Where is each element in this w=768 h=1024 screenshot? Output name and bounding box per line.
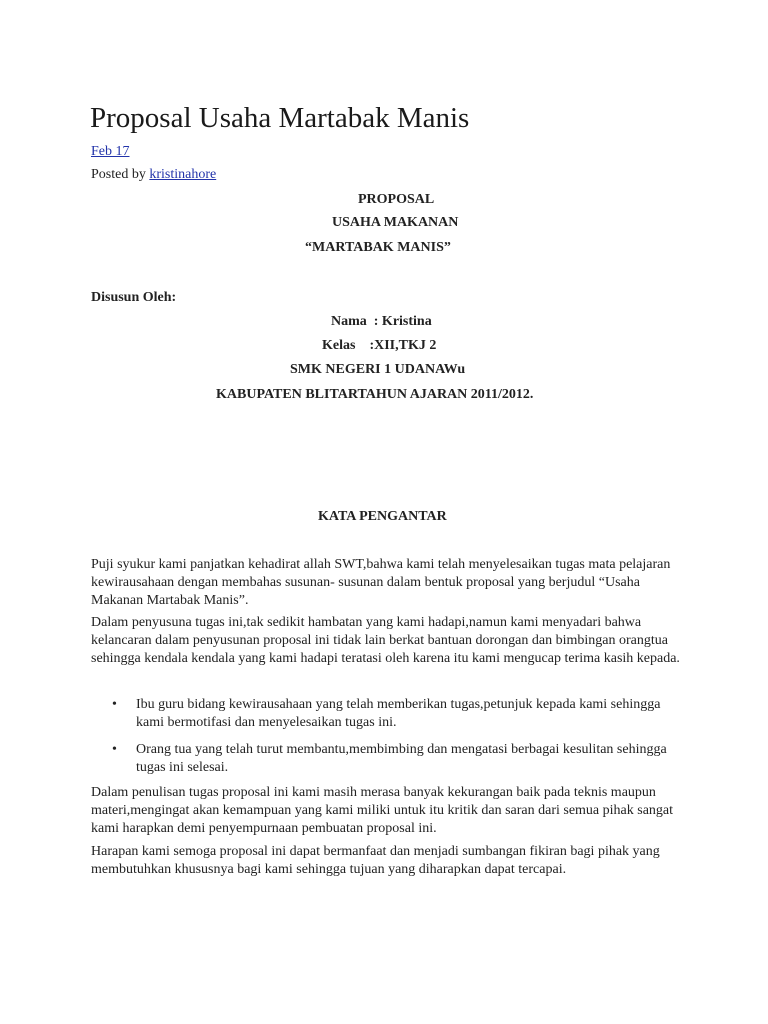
paragraph-1: Puji syukur kami panjatkan kehadirat allah SWT,bahwa kami telah menyelesaikan tugas mata pelajaran kewirausahaan dengan membahas susunan- susunan dalam bentuk proposal yang berjudul “Usaha Makanan Martabak Manis”. — [91, 557, 671, 608]
cover-usaha-makanan: USAHA MAKANAN — [332, 215, 459, 230]
list-item — [112, 696, 672, 732]
kata-pengantar-heading: KATA PENGANTAR — [318, 509, 447, 524]
bullet-text: Orang tua yang telah turut membantu,membimbing dan mengatasi berbagai kesulitan sehingga tugas ini selesai. — [136, 742, 667, 775]
post-title: Proposal Usaha Martabak Manis — [90, 102, 470, 134]
paragraph-3: Dalam penulisan tugas proposal ini kami masih merasa banyak kekurangan baik pada teknis maupun materi,mengingat akan kemampuan yang kami miliki untuk itu kritik dan saran dari semua pihak sangat kami harapkan demi penyempurnaan pembuatan proposal ini. — [91, 785, 674, 836]
paragraph-2: Dalam penyusuna tugas ini,tak sedikit hambatan yang kami hadapi,namun kami menyadari bahwa kelancaran dalam penyusunan proposal ini tidak lain berkat bantuan dorongan dan bimbingan orangtua sehingga kendala kendala yang kami hadapi teratasi oleh karena itu kami mengucap terima kasih kepada. — [91, 615, 680, 666]
author-link[interactable]: kristinahore — [149, 167, 217, 182]
paragraph-4: Harapan kami semoga proposal ini dapat bermanfaat dan menjadi sumbangan fikiran bagi pihak yang membutuhkan khususnya bagi kami sehingga tujuan yang diharapkan dapat tercapai. — [91, 844, 660, 877]
cover-martabak-manis: “MARTABAK MANIS” — [305, 240, 451, 255]
list-item — [112, 741, 672, 777]
author-name: Nama : Kristina — [331, 314, 432, 329]
bullet-dot-icon: • — [112, 697, 117, 712]
bullet-text: Ibu guru bidang kewirausahaan yang telah memberikan tugas,petunjuk kepada kami sehingga kami bermotifasi dan menyelesaikan tugas ini. — [136, 697, 661, 730]
posted-by-label: Posted by — [91, 167, 146, 182]
school-name: SMK NEGERI 1 UDANAWu — [290, 362, 466, 377]
disusun-oleh: Disusun Oleh: — [91, 290, 177, 305]
author-class: Kelas :XII,TKJ 2 — [322, 338, 437, 353]
bullet-dot-icon: • — [112, 742, 117, 757]
cover-proposal: PROPOSAL — [358, 192, 435, 207]
school-region-year: KABUPATEN BLITARTAHUN AJARAN 2011/2012. — [216, 387, 534, 402]
post-date-link[interactable]: Feb 17 — [91, 144, 130, 159]
post-byline — [91, 166, 216, 184]
